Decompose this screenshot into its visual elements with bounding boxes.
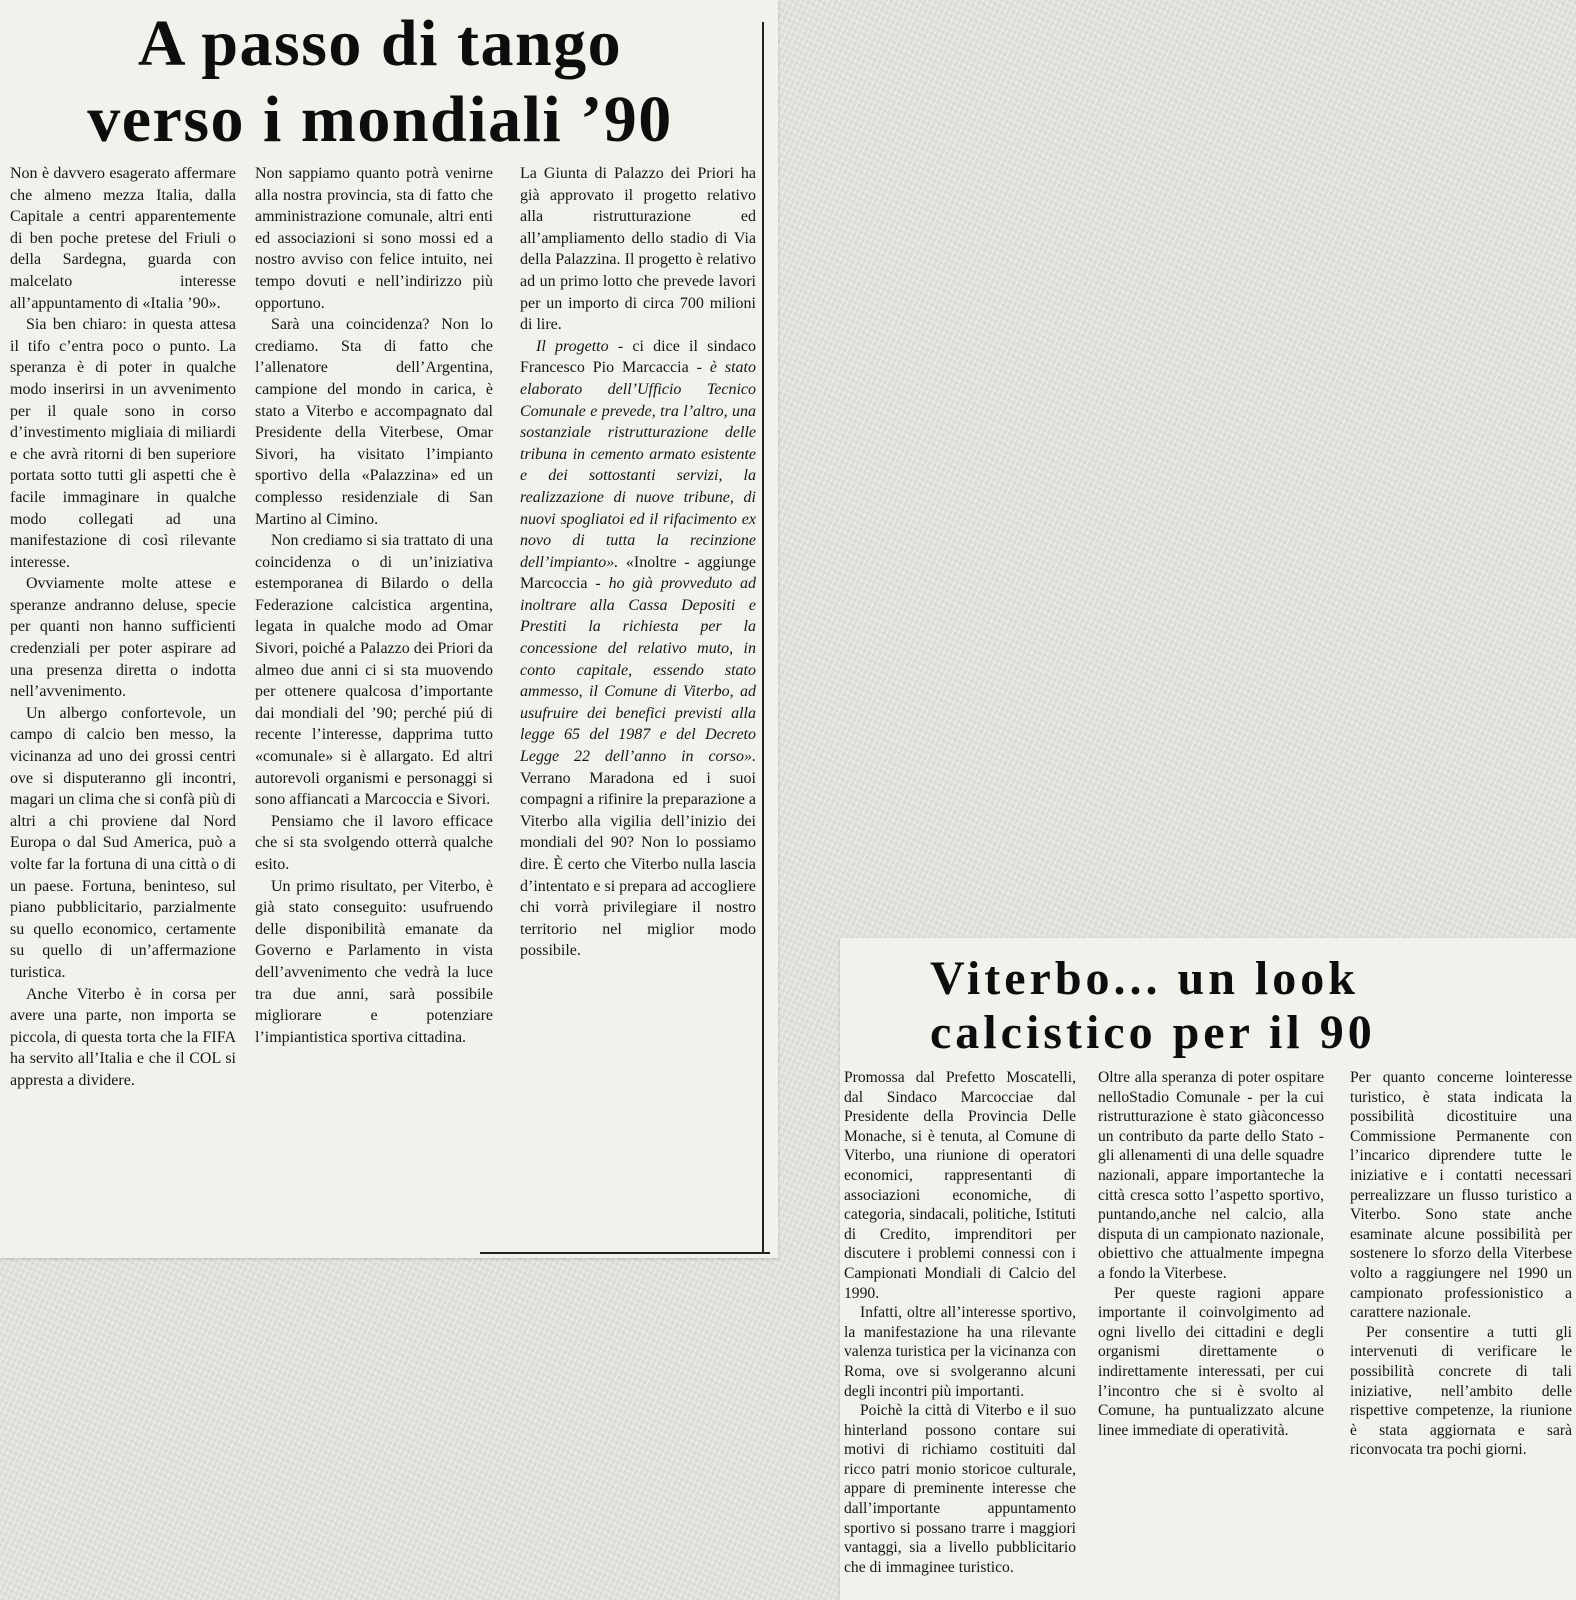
quote-fragment: è stato elaborato dell’Ufficio Tecnico Comunale e prevede, tra l’altro, una sostanziale ristrutturazione delle tribuna in cemento armato esistente e dei sottostanti servizi, la realizzazione di nuove tribune, di nuovi spogliatoi ed il rifacimento ex novo di tutta la recinzione dell’impianto». (520, 359, 757, 571)
paragraph: Non è davvero esagerato affermare che almeno mezza Italia, dalla Capitale a centri apparentemente di ben poche pretese del Friuli o della Sardegna, guarda con malcelato interesse all’appuntamento di «Italia ’90». (10, 165, 236, 312)
paragraph: Sarà una coincidenza? Non lo crediamo. Sta di fatto che l’allenatore dell’Argentina, campione del mondo in carica, è stato a Viterbo e accompagnato dal Presidente della Viterbese, Omar Sivori, ha visitato l’impianto sportivo della «Palazzina» ed un complesso residenziale di San Martino al Cimino. (255, 316, 493, 528)
paragraph: Non crediamo si sia trattato di una coincidenza o di un’iniziativa estemporanea di Bilardo o della Federazione calcistica argentina, legata in qualche modo ad Omar Sivori, poiché a Palazzo dei Priori da almeo due anni ci si sta muovendo per ottenere qualcosa d’importante dai mondiali del ’90; perché piú di recente l’interesse, dapprima tutto «comunale» si è allargato. Ed altri autorevoli organismi e personaggi si sono affiancati a Marcoccia e Sivori. (255, 532, 493, 809)
paragraph: Promossa dal Prefetto Moscatelli, dal Sindaco Marcocciae dal Presidente della Provincia Delle Monache, si è tenuta, al Comune di Viterbo, una riunione di operatori economici, rappresentanti di associazioni economiche, di categoria, sindacali, politiche, Istituti di Credito, imprenditori per discutere i problemi connessi con i Campionati Mondiali di Calcio del 1990. (844, 1069, 1076, 1302)
headline-line-2: verso i mondiali ’90 (87, 83, 673, 156)
article1-column-3 (520, 163, 756, 962)
column-rule (762, 22, 764, 1252)
quote-paragraph (520, 336, 756, 962)
paragraph: Per quanto concerne lointeresse turistico, è stata indicata la possibilità dicostituire una Commissione Permanente con l’incarico diprendere tutte le iniziative e i contatti necessari perrealizzare un flusso turistico a Viterbo. Sono state anche esaminate alcune possibilità per sostenere lo sforzo della Viterbese volto a raggiungere nel 1990 un campionato professionistico a carattere nazionale. (1350, 1069, 1572, 1322)
headline-line-1: A passo di tango (137, 7, 623, 80)
quote-fragment: - ci dice il sindaco Francesco Pio Marcaccia - (520, 337, 756, 377)
article-clipping-viterbo (840, 938, 1576, 1600)
headline-tango (10, 6, 750, 158)
headline-viterbo (900, 952, 1530, 1060)
bottom-rule (480, 1252, 770, 1254)
paragraph: Non sappiamo quanto potrà venirne alla nostra provincia, sta di fatto che amministrazione comunale, altri enti ed associazioni si sono mossi ed a nostro avviso con felice intuito, nei tempo dovuti e nell’indirizzo più opportuno. (255, 165, 493, 312)
article2-column-2 (1098, 1068, 1324, 1440)
paragraph: Sia ben chiaro: in questa attesa il tifo c’entra poco o punto. La speranza è di poter in qualche modo inserirsi in un avvenimento per il quale sono in corso d’investimento migliaia di miliardi e che avrà ritorni di ben superiore portata sotto tutti gli aspetti che è facile immaginare in qualche modo collegati ad una manifestazione di così rilevante interesse. (10, 316, 236, 571)
article2-column-1 (844, 1068, 1076, 1577)
paragraph: Un albergo confortevole, un campo di calcio ben messo, la vicinanza ad uno dei grossi centri ove si disputeranno gli incontri, magari un clima che si confà più di altri a chi proviene dal Nord Europa o dal Sud America, può a volte far la fortuna di una città o di un paese. Fortuna, beninteso, sul piano pubblicitario, parzialmente su quello economico, certamente su quello di un’affermazione turistica. (10, 704, 236, 981)
headline-line-2: calcistico per il 90 (930, 1006, 1376, 1059)
quote-fragment: - aggiunge Marcoccia - (520, 553, 756, 593)
paragraph: Poichè la città di Viterbo e il suo hinterland possono contare sui motivi di richiamo costituiti dal ricco patri monio storicoe culturale, appare di preminente interesse che dall’importante appuntamento sportivo si possano trarre i maggiori vantaggi, sia a livello pubblicitario che di immaginee turistico. (844, 1402, 1076, 1576)
article-clipping-tango (0, 0, 778, 1258)
quote-fragment: ho già provveduto ad inoltrare alla Cassa Depositi e Prestiti la richiesta per la concessione del relativo muto, in conto capitale, essendo stato ammesso, il Comune di Viterbo, ad usufruire dei benefici previsti alla legge 65 del 1987 e del Decreto Legge 22 dell’anno in corso». (520, 575, 757, 766)
paragraph: Pensiamo che il lavoro efficace che si sta svolgendo otterrà qualche esito. (255, 812, 493, 873)
article2-column-3 (1350, 1068, 1572, 1460)
paragraph: Un primo risultato, per Viterbo, è già stato conseguito: usufruendo delle disponibilità emanate da Governo e Parlamento in vista dell’avvenimento che vedrà la luce tra due anni, sarà possibile migliorare e potenziare l’impiantistica sportiva cittadina. (255, 877, 493, 1046)
headline-line-1: Viterbo... un look (930, 952, 1359, 1005)
article1-column-2 (255, 163, 493, 1048)
article1-column-1 (10, 163, 236, 1092)
paragraph: Ovviamente molte attese e speranze andranno deluse, specie per quanti non hanno sufficienti credenziali per poter aspirare ad una presenza diretta o indotta nell’avvenimento. (10, 575, 236, 701)
paragraph: Per consentire a tutti gli intervenuti di verificare le possibilità concrete di tali iniziative, nell’ambito delle rispettive competenze, la riunione è stata aggiornata e sarà riconvocata tra pochi giorni. (1350, 1323, 1572, 1459)
paragraph: La Giunta di Palazzo dei Priori ha già approvato il progetto relativo alla ristrutturazione ed all’ampliamento dello stadio di Via della Palazzina. Il progetto è relativo ad un primo lotto che prevede lavori per un importo di circa 700 milioni di lire. (520, 165, 756, 334)
paragraph: Anche Viterbo è in corsa per avere una parte, non importa se piccola, di questa torta che la FIFA ha servito all’Italia e che il COL si appresta a dividere. (10, 985, 236, 1089)
paragraph: Per queste ragioni appare importante il coinvolgimento ad ogni livello dei cittadini e degli organismi direttamente o indirettamente interessati, per cui l’incontro che si è svolto al Comune, ha puntualizzato alcune linee immediate di operatività. (1098, 1284, 1324, 1439)
quote-fragment: «Inoltre (618, 553, 677, 571)
quote-fragment: Verrano Maradona ed i suoi compagni a rifinire la preparazione a Viterbo alla vigilia dell’inizio dei mondiali del 90? Non lo possiamo dire. È certo che Viterbo nulla lascia d’intentato e si prepara ad accogliere chi vorrà privilegiare il nostro territorio nel miglior modo possibile. (520, 769, 756, 960)
quote-fragment: Il progetto (536, 337, 609, 355)
paragraph: Oltre alla speranza di poter ospitare nelloStadio Comunale - per la cui ristrutturazione è stato giàconcesso un contributo da parte dello Stato - gli allenamenti di una delle squadre nazionali, appare importanteche la città cresca sotto l’aspetto sportivo, puntando,anche nel calcio, alla disputa di un campionato nazionale, obiettivo che attualmente impegna a fondo la Viterbese. (1098, 1069, 1324, 1282)
paragraph: Infatti, oltre all’interesse sportivo, la manifestazione ha una rilevante valenza turistica per la vicinanza con Roma, ove si svolgeranno alcuni degli incontri più importanti. (844, 1304, 1076, 1400)
